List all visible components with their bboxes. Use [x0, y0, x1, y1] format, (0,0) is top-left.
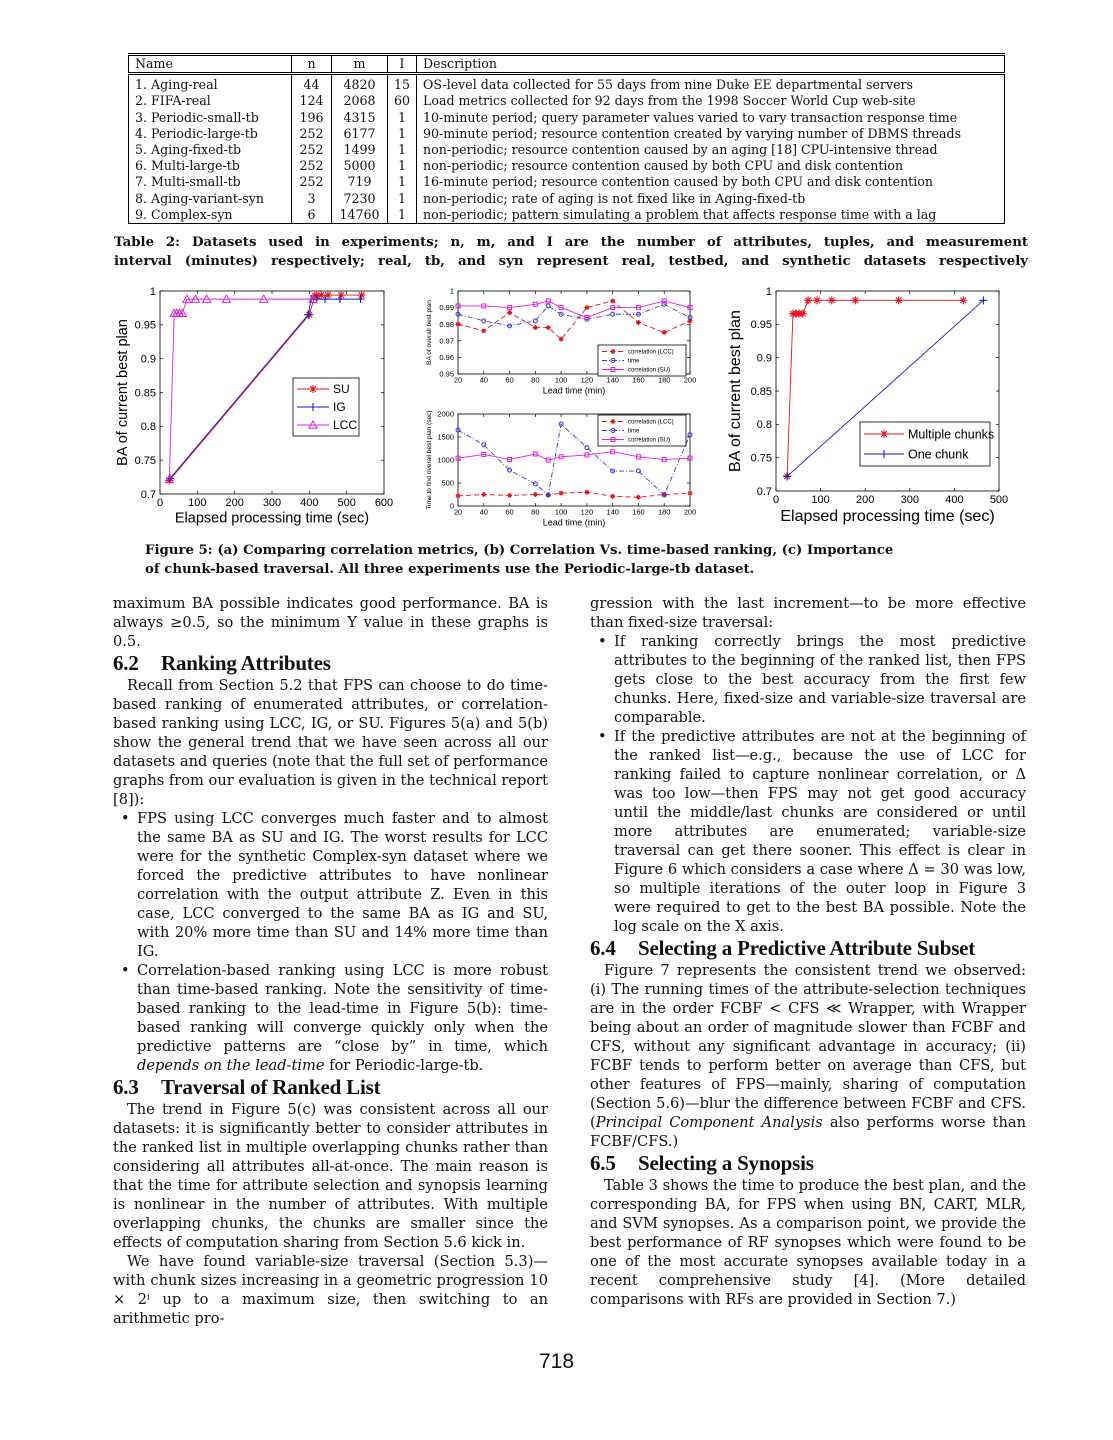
cell-n: 252 [292, 142, 332, 158]
svg-text:Elapsed processing time (sec): Elapsed processing time (sec) [780, 508, 995, 525]
svg-text:500: 500 [337, 497, 356, 509]
cell-n: 252 [292, 174, 332, 190]
table-row [129, 93, 1005, 109]
svg-text:1: 1 [765, 285, 772, 298]
svg-text:200: 200 [683, 507, 697, 517]
svg-text:60: 60 [505, 375, 514, 385]
cell-desc: 10-minute period; query parameter values varied to vary transaction response time [417, 110, 1005, 126]
cell-name: 1. Aging-real [129, 74, 292, 94]
table-header-row [129, 55, 1005, 74]
figure-5b-bottom-chart [420, 400, 710, 530]
cell-desc: non-periodic; pattern simulating a problem that affects response time with a lag [417, 207, 1005, 224]
svg-text:correlation (SU): correlation (SU) [628, 367, 671, 374]
svg-text:40: 40 [479, 375, 488, 385]
cell-i: 1 [388, 126, 417, 142]
table-caption-line2: interval (minutes) respectively; real, tb, and syn represent real, testbed, and synthetic datasets respectively [114, 254, 1028, 269]
svg-text:160: 160 [632, 507, 645, 517]
svg-text:2000: 2000 [437, 409, 454, 419]
cell-i: 60 [388, 93, 417, 109]
svg-text:400: 400 [300, 497, 319, 509]
cell-m: 5000 [332, 158, 388, 174]
cell-desc: non-periodic; resource contention caused by both CPU and disk contention [417, 158, 1005, 174]
cell-name: 5. Aging-fixed-tb [129, 142, 292, 158]
cell-desc: Load metrics collected for 92 days from the 1998 Soccer World Cup web-site [417, 93, 1005, 109]
svg-text:180: 180 [657, 375, 671, 385]
svg-text:0.85: 0.85 [134, 387, 156, 400]
table-caption-line1: Table 2: Datasets used in experiments; n, m, and I are the number of attributes, tuples, and measurement [114, 235, 1028, 250]
figure-5c-chart [720, 280, 1020, 535]
svg-text:80: 80 [531, 375, 540, 385]
table-row [129, 191, 1005, 207]
continued-paragraph: gression with the last increment—to be more effective than fixed-size traversal: [590, 595, 1026, 631]
cell-m: 2068 [332, 93, 388, 109]
cell-desc: 90-minute period; resource contention created by varying number of DBMS threads [417, 126, 1005, 142]
svg-text:140: 140 [606, 507, 619, 517]
svg-text:600: 600 [374, 497, 394, 509]
table-row [129, 110, 1005, 126]
svg-text:500: 500 [989, 494, 1009, 506]
table-row [129, 142, 1005, 158]
cell-m: 1499 [332, 142, 388, 158]
figure-5b-top-chart [420, 283, 710, 400]
cell-name: 7. Multi-small-tb [129, 174, 292, 190]
svg-text:0.9: 0.9 [140, 353, 156, 366]
svg-text:80: 80 [531, 507, 540, 517]
svg-text:Time to find overall best plan: Time to find overall best plan (sec) [426, 410, 433, 510]
svg-text:0.75: 0.75 [134, 455, 156, 468]
svg-text:BA of current best plan: BA of current best plan [115, 319, 131, 466]
svg-text:140: 140 [606, 375, 619, 385]
cell-m: 7230 [332, 191, 388, 207]
svg-text:0.96: 0.96 [439, 353, 454, 363]
svg-text:1: 1 [449, 286, 454, 296]
section-6-2-paragraph: Recall from Section 5.2 that FPS can choose to do time-based ranking of enumerated attributes, or correlation-based ranking using LCC, IG, or SU. Figures 5(a) and 5(b) show the general trend that we have seen across all our datasets and queries (note that the full set of performance graphs from our evaluation is given in the technical report [8]): [113, 677, 548, 808]
svg-text:correlation (LCC): correlation (LCC) [628, 349, 674, 356]
cell-name: 9. Complex-syn [129, 207, 292, 224]
svg-text:0.99: 0.99 [439, 303, 454, 313]
cell-i: 1 [388, 142, 417, 158]
traversal-bullets [590, 632, 1026, 936]
section-6-5-heading: 6.5 Selecting a Synopsis [590, 1151, 814, 1175]
cell-name: 2. FIFA-real [129, 93, 292, 109]
section-6-3-paragraph-1: The trend in Figure 5(c) was consistent across all our datasets: it is significantly better to consider attributes in the ranked list in multiple overlapping chunks rather than considering all attributes all-at-once. The main reason is that the time for attribute selection and synopsis learning is nonlinear in the number of attributes. With multiple overlapping chunks, the chunks are smaller since the effects of computation sharing from Section 5.6 kick in. [113, 1101, 548, 1251]
cell-i: 15 [388, 74, 417, 94]
cell-m: 4315 [332, 110, 388, 126]
cell-m: 6177 [332, 126, 388, 142]
cell-i: 1 [388, 158, 417, 174]
cell-i: 1 [388, 174, 417, 190]
datasets-table [128, 53, 1005, 224]
svg-text:Lead time (min): Lead time (min) [542, 517, 606, 528]
table-row [129, 158, 1005, 174]
svg-text:0.7: 0.7 [756, 485, 772, 498]
svg-text:Multiple chunks: Multiple chunks [908, 427, 995, 442]
figure-caption-line1: Figure 5: (a) Comparing correlation metrics, (b) Correlation Vs. time-based ranking, (c) Importance [145, 543, 894, 558]
header-m: m [332, 55, 388, 74]
cell-n: 252 [292, 126, 332, 142]
svg-text:100: 100 [188, 497, 207, 509]
svg-text:IG: IG [333, 400, 346, 415]
svg-text:1: 1 [149, 285, 156, 298]
svg-text:0: 0 [156, 497, 164, 509]
svg-text:0.97: 0.97 [439, 336, 454, 346]
svg-text:100: 100 [554, 507, 568, 517]
svg-text:BA of current best plan: BA of current best plan [727, 310, 744, 472]
cell-i: 1 [388, 191, 417, 207]
table-row [129, 74, 1005, 94]
section-6-2-heading: 6.2 Ranking Attributes [113, 651, 331, 675]
section-6-4-paragraph: Figure 7 represents the consistent trend we observed: (i) The running times of the attribute-selection techniques are in the order FCBF < CFS ≪ Wrapper, with Wrapper being about an order of magnitude slower than FCBF and CFS, without any significant advantage in accuracy; (ii) FCBF tends to perform better on average than CFS, but other features of FPS—mainly, sharing of computation (Section 5.6)—blur the difference between FCBF and CFS. (Principal Component Analysis also performs worse than FCBF/CFS.) [590, 962, 1027, 1150]
figure-5a-chart [110, 280, 410, 535]
header-description: Description [417, 55, 1005, 74]
svg-text:0.8: 0.8 [140, 421, 156, 434]
cell-n: 252 [292, 158, 332, 174]
svg-text:300: 300 [262, 497, 282, 509]
svg-text:20: 20 [453, 507, 463, 517]
bullet-item: • Correlation-based ranking using LCC is more robust than time-based ranking. Note the sensitivity of time-based ranking to the lead-time in Figure 5(b): time-based ranking will converge quickly only when the predictive patterns are “close by” in time, which depends on the lead-time for Periodic-large-tb. [113, 961, 548, 1075]
svg-text:300: 300 [900, 494, 919, 506]
bullet-item: • FPS using LCC converges much faster and to almost the same BA as SU and IG. The worst results for LCC were for the synthetic Complex-syn dataset where we forced the predictive attributes to have nonlinear correlation with the output attribute Z. Even in this case, LCC converged to the same BA as IG and SU, with 20% more time than SU and 14% more time than IG. [113, 809, 548, 961]
cell-name: 8. Aging-variant-syn [129, 191, 292, 207]
left-column [113, 594, 548, 1328]
svg-text:1000: 1000 [437, 455, 454, 465]
svg-text:500: 500 [441, 478, 454, 488]
svg-text:0: 0 [449, 501, 454, 511]
svg-text:0.8: 0.8 [756, 419, 772, 432]
right-column [590, 594, 1026, 1309]
svg-text:LCC: LCC [333, 418, 358, 433]
svg-text:160: 160 [632, 375, 645, 385]
table-caption [114, 233, 1028, 271]
table-row [129, 174, 1005, 190]
page-number: 718 [538, 1350, 575, 1373]
svg-text:0.75: 0.75 [750, 452, 772, 465]
cell-desc: non-periodic; resource contention caused by an aging [18] CPU-intensive thread [417, 142, 1005, 158]
svg-text:200: 200 [225, 497, 244, 509]
svg-text:400: 400 [945, 494, 964, 506]
header-n: n [292, 55, 332, 74]
svg-text:20: 20 [453, 375, 463, 385]
svg-text:correlation (LCC): correlation (LCC) [628, 419, 674, 426]
cell-name: 6. Multi-large-tb [129, 158, 292, 174]
svg-text:0: 0 [772, 494, 780, 506]
svg-text:0.95: 0.95 [439, 369, 454, 379]
cell-n: 3 [292, 191, 332, 207]
cell-m: 14760 [332, 207, 388, 224]
svg-text:120: 120 [580, 375, 594, 385]
header-name: Name [129, 55, 292, 74]
cell-n: 196 [292, 110, 332, 126]
cell-desc: OS-level data collected for 55 days from nine Duke EE departmental servers [417, 74, 1005, 94]
table-row [129, 126, 1005, 142]
intro-paragraph: maximum BA possible indicates good performance. BA is always ≥0.5, so the minimum Y value in these graphs is 0.5. [113, 595, 548, 650]
figure-caption [145, 541, 997, 579]
cell-m: 4820 [332, 74, 388, 94]
svg-text:correlation (SU): correlation (SU) [628, 437, 671, 444]
svg-text:0.98: 0.98 [439, 319, 454, 329]
svg-text:0.95: 0.95 [750, 319, 772, 332]
section-6-3-heading: 6.3 Traversal of Ranked List [113, 1075, 381, 1099]
svg-text:One chunk: One chunk [908, 447, 969, 462]
cell-n: 6 [292, 207, 332, 224]
cell-n: 44 [292, 74, 332, 94]
table-row [129, 207, 1005, 224]
svg-text:200: 200 [856, 494, 875, 506]
cell-m: 719 [332, 174, 388, 190]
cell-desc: 16-minute period; resource contention caused by both CPU and disk contention [417, 174, 1005, 190]
svg-text:100: 100 [811, 494, 830, 506]
svg-text:time: time [628, 428, 640, 435]
svg-text:SU: SU [333, 382, 350, 397]
section-6-3-paragraph-2: We have found variable-size traversal (Section 5.3)—with chunk sizes increasing in a geometric progression 10 × 2ⁱ up to a maximum size, then switching to an arithmetic pro- [113, 1253, 548, 1327]
svg-text:time: time [628, 358, 640, 365]
svg-text:0.95: 0.95 [134, 319, 156, 332]
svg-text:60: 60 [505, 507, 514, 517]
svg-text:40: 40 [479, 507, 488, 517]
svg-text:0.7: 0.7 [140, 488, 156, 501]
bullet-item: • If ranking correctly brings the most predictive attributes to the beginning of the ranked list, then FPS gets close to the best accuracy from the first few chunks. Here, fixed-size and variable-size traversal are comparable. [590, 632, 1026, 727]
figure-caption-line2: of chunk-based traversal. All three experiments use the Periodic-large-tb dataset. [145, 562, 755, 577]
cell-n: 124 [292, 93, 332, 109]
svg-text:100: 100 [554, 375, 568, 385]
svg-text:200: 200 [683, 375, 697, 385]
section-6-4-heading: 6.4 Selecting a Predictive Attribute Subset [590, 936, 976, 960]
bullet-item: • If the predictive attributes are not at the beginning of the ranked list—e.g., because the use of LCC for ranking failed to capture nonlinear correlation, or Δ was too low—then FPS may not get good accuracy until the middle/last chunks are considered or until more attributes are enumerated; variable-size traversal can get there sooner. This effect is clear in Figure 6 which considers a case where Δ = 30 was low, so multiple iterations of the outer loop in Figure 3 were required to get to the best BA possible. Note the log scale on the X axis. [590, 727, 1026, 936]
cell-name: 3. Periodic-small-tb [129, 110, 292, 126]
section-6-5-paragraph: Table 3 shows the time to produce the best plan, and the corresponding BA, for FPS when using BN, CART, MLR, and SVM synopses. As a comparison point, we provide the best performance of RF synopses which were found to be one of the most accurate synopses available today in a recent comprehensive study [4]. (More detailed comparisons with RFs are provided in Section 7.) [590, 1177, 1026, 1308]
svg-text:120: 120 [580, 507, 594, 517]
cell-i: 1 [388, 207, 417, 224]
svg-text:0.85: 0.85 [750, 385, 772, 398]
cell-name: 4. Periodic-large-tb [129, 126, 292, 142]
svg-text:Elapsed processing time (sec): Elapsed processing time (sec) [174, 510, 370, 527]
svg-text:Lead time (min): Lead time (min) [542, 385, 606, 396]
section-6-2-bullets [113, 809, 548, 1075]
svg-text:0.9: 0.9 [756, 352, 772, 365]
svg-text:1500: 1500 [437, 432, 454, 442]
cell-i: 1 [388, 110, 417, 126]
svg-text:180: 180 [657, 507, 671, 517]
svg-text:BA of overall best plan: BA of overall best plan [426, 300, 433, 365]
header-i: I [388, 55, 417, 74]
cell-desc: non-periodic; rate of aging is not fixed like in Aging-fixed-tb [417, 191, 1005, 207]
